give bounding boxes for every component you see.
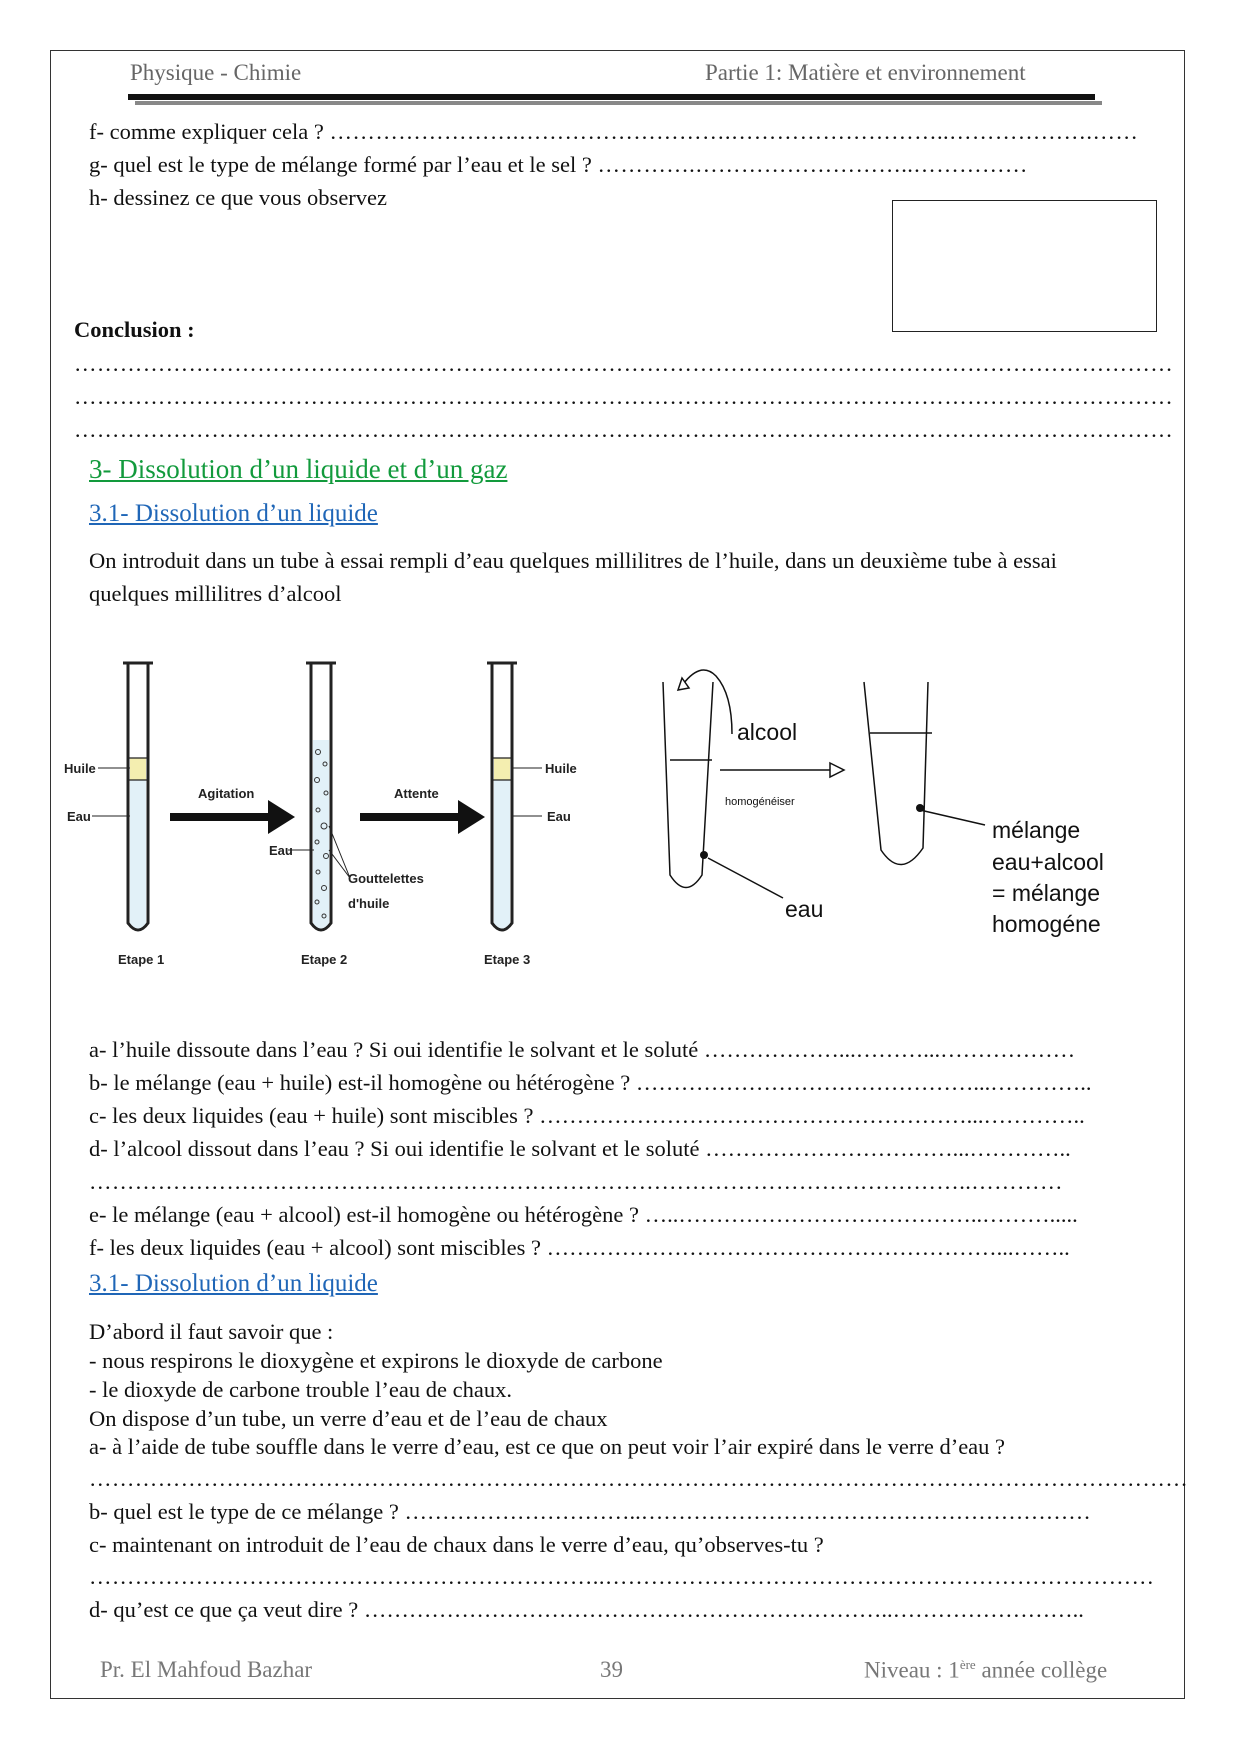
answer-line[interactable]: ……………………………………………………………………………………………………..………… <box>89 1169 1063 1194</box>
label-huile-right: Huile <box>545 761 577 776</box>
label-homogeneiser: homogénéiser <box>725 796 795 808</box>
label-attente: Attente <box>394 786 439 801</box>
gas-text: - le dioxyde de carbone trouble l’eau de chaux. <box>89 1377 512 1402</box>
conclusion-label: Conclusion : <box>74 317 195 342</box>
test-tube-etape-2 <box>288 663 350 930</box>
intro-text-line2: quelques millilitres d’alcool <box>89 581 342 606</box>
oil-water-figure <box>0 640 640 980</box>
drawing-box[interactable] <box>892 200 1157 332</box>
question-f: f- comme expliquer cela ? …………………….……………………….………………………..……………….…… <box>89 119 1139 144</box>
gas-question-c: c- maintenant on introduit de l’eau de chaux dans le verre d’eau, qu’observes-tu ? <box>89 1532 824 1557</box>
section-3-title: 3- Dissolution d’un liquide et d’un gaz <box>89 454 508 484</box>
question-a-huile[interactable]: a- l’huile dissoute dans l’eau ? Si oui identifie le solvant et le soluté ………………...………...……………… <box>89 1037 1076 1062</box>
conclusion-line[interactable]: ……………………………………………………………………………………………………………………………… <box>74 417 1174 442</box>
test-tube-etape-1 <box>92 663 153 930</box>
question-e-alcool[interactable]: e- le mélange (eau + alcool) est-il homogène ou hétérogène ? …..…………………………………..………..... <box>89 1202 1078 1227</box>
label-melange-4: homogéne <box>992 911 1101 937</box>
label-agitation: Agitation <box>198 786 255 801</box>
gas-text: D’abord il faut savoir que : <box>89 1319 334 1344</box>
footer-author: Pr. El Mahfoud Bazhar <box>100 1657 313 1682</box>
label-etape-2: Etape 2 <box>301 952 348 967</box>
label-alcool: alcool <box>737 719 798 745</box>
label-melange-1: mélange <box>992 817 1081 843</box>
gas-text: - nous respirons le dioxygène et expirons le dioxyde de carbone <box>89 1348 663 1373</box>
test-tube-etape-3 <box>487 663 542 930</box>
gas-question-a: a- à l’aide de tube souffle dans le verre d’eau, est ce que on peut voir l’air expiré dans le verre d’eau ? <box>89 1434 1006 1459</box>
footer-level: Niveau : 1ère année collège <box>864 1657 1108 1683</box>
answer-line[interactable]: …………………………………………………………..……………………………………………………………… <box>89 1564 1155 1589</box>
label-dhuile: d'huile <box>348 896 390 911</box>
subsection-3-1-title: 3.1- Dissolution d’un liquide <box>89 500 378 527</box>
footer-page-number: 39 <box>600 1657 623 1682</box>
label-eau-alcool-figure: eau <box>785 896 824 922</box>
label-eau-right: Eau <box>547 809 571 824</box>
gas-text: On dispose d’un tube, un verre d’eau et de l’eau de chaux <box>89 1406 608 1431</box>
question-h: h- dessinez ce que vous observez <box>89 185 388 210</box>
question-g: g- quel est le type de mélange formé par l’eau et le sel ? ………….………………………..…………… <box>89 152 1028 177</box>
label-eau-middle: Eau <box>269 843 293 858</box>
question-f-alcool[interactable]: f- les deux liquides (eau + alcool) sont miscibles ? ……………………………………………………...…….. <box>89 1235 1070 1260</box>
answer-line[interactable]: ……………………………………………………………………………………………………………………………… <box>89 1466 1189 1491</box>
conclusion-line[interactable]: ……………………………………………………………………………………………………………………………… <box>74 384 1174 409</box>
label-etape-1: Etape 1 <box>118 952 165 967</box>
alcohol-water-figure <box>640 660 1160 960</box>
label-melange-3: = mélange <box>992 880 1101 906</box>
header-rule <box>128 94 1095 100</box>
label-gouttelettes: Gouttelettes <box>348 871 424 886</box>
gas-question-d[interactable]: d- qu’est ce que ça veut dire ? ……………………………………………………………..…………………….. <box>89 1597 1084 1622</box>
header-rule-shadow <box>135 101 1102 105</box>
question-d-alcool[interactable]: d- l’alcool dissout dans l’eau ? Si oui identifie le solvant et le soluté ……………………………...………….. <box>89 1136 1071 1161</box>
header-subject: Physique - Chimie <box>130 60 302 85</box>
header-part: Partie 1: Matière et environnement <box>705 60 1026 85</box>
label-huile-left: Huile <box>64 761 96 776</box>
label-melange-2: eau+alcool <box>992 849 1104 875</box>
conclusion-line[interactable]: ……………………………………………………………………………………………………………………………… <box>74 351 1174 376</box>
question-c-huile[interactable]: c- les deux liquides (eau + huile) sont miscibles ? …………………………………………………...………….. <box>89 1103 1085 1128</box>
question-b-huile[interactable]: b- le mélange (eau + huile) est-il homogène ou hétérogène ? ………………………………………...………….. <box>89 1070 1092 1095</box>
intro-text-line1: On introduit dans un tube à essai rempli d’eau quelques millilitres de l’huile, dans un deuxième tube à essai <box>89 548 1057 573</box>
label-eau-left: Eau <box>67 809 91 824</box>
label-etape-3: Etape 3 <box>484 952 531 967</box>
subsection-gas-title: 3.1- Dissolution d’un liquide <box>89 1270 378 1297</box>
gas-question-b[interactable]: b- quel est le type de ce mélange ? …………………………..…………………………………………………… <box>89 1499 1091 1524</box>
